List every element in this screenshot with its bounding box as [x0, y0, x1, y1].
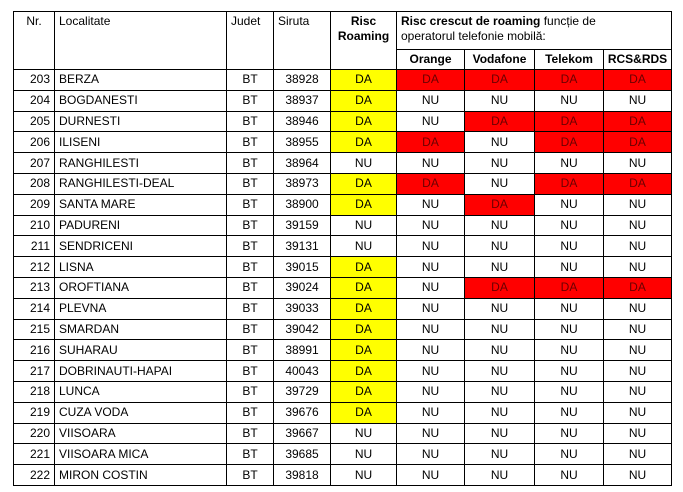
cell-siruta: 38964	[274, 153, 331, 174]
cell-localitate: PLEVNA	[55, 298, 227, 319]
cell-operator-rcs-rds: NU	[604, 298, 672, 319]
cell-localitate: PADURENI	[55, 215, 227, 236]
table-row	[14, 277, 672, 298]
cell-localitate: VIISOARA	[55, 423, 227, 444]
cell-operator-telekom: NU	[535, 319, 604, 340]
cell-operator-rcs-rds: NU	[604, 465, 672, 486]
cell-nr: 204	[14, 90, 55, 111]
cell-operator-telekom: NU	[535, 215, 604, 236]
header-operator-vodafone: Vodafone	[465, 50, 535, 70]
cell-judet: BT	[227, 70, 274, 91]
cell-operator-rcs-rds: NU	[604, 90, 672, 111]
table-row	[14, 465, 672, 486]
cell-operator-telekom: NU	[535, 90, 604, 111]
cell-siruta: 38955	[274, 132, 331, 153]
header-operator-orange: Orange	[397, 50, 465, 70]
cell-operator-telekom: NU	[535, 340, 604, 361]
cell-operator-telekom: NU	[535, 423, 604, 444]
cell-risc-roaming: NU	[331, 153, 397, 174]
cell-operator-orange: DA	[397, 173, 465, 194]
cell-nr: 218	[14, 381, 55, 402]
cell-nr: 203	[14, 70, 55, 91]
cell-risc-roaming: DA	[331, 277, 397, 298]
cell-operator-telekom: NU	[535, 381, 604, 402]
cell-operator-telekom: NU	[535, 194, 604, 215]
cell-operator-telekom: NU	[535, 153, 604, 174]
table-row	[14, 298, 672, 319]
cell-localitate: RANGHILESTI	[55, 153, 227, 174]
cell-risc-roaming: DA	[331, 298, 397, 319]
cell-localitate: BOGDANESTI	[55, 90, 227, 111]
cell-operator-rcs-rds: DA	[604, 277, 672, 298]
cell-operator-telekom: DA	[535, 173, 604, 194]
cell-operator-vodafone: NU	[465, 90, 535, 111]
cell-risc-roaming: DA	[331, 132, 397, 153]
cell-siruta: 39685	[274, 444, 331, 465]
cell-nr: 206	[14, 132, 55, 153]
cell-operator-vodafone: NU	[465, 319, 535, 340]
header-risc-roaming	[331, 12, 397, 70]
cell-risc-roaming: NU	[331, 465, 397, 486]
cell-localitate: ILISENI	[55, 132, 227, 153]
cell-siruta: 38973	[274, 173, 331, 194]
table-row	[14, 402, 672, 423]
cell-operator-orange: NU	[397, 465, 465, 486]
cell-judet: BT	[227, 423, 274, 444]
table-body	[14, 70, 672, 486]
cell-operator-vodafone: DA	[465, 194, 535, 215]
cell-risc-roaming: DA	[331, 257, 397, 278]
cell-operator-orange: NU	[397, 361, 465, 382]
cell-operator-orange: NU	[397, 444, 465, 465]
cell-nr: 216	[14, 340, 55, 361]
cell-nr: 222	[14, 465, 55, 486]
cell-operator-vodafone: NU	[465, 381, 535, 402]
cell-localitate: SENDRICENI	[55, 236, 227, 257]
cell-localitate: SUHARAU	[55, 340, 227, 361]
cell-risc-roaming: DA	[331, 319, 397, 340]
cell-risc-roaming: DA	[331, 381, 397, 402]
header-row	[14, 12, 672, 50]
cell-judet: BT	[227, 236, 274, 257]
cell-operator-rcs-rds: NU	[604, 236, 672, 257]
cell-operator-vodafone: NU	[465, 215, 535, 236]
cell-operator-rcs-rds: NU	[604, 361, 672, 382]
cell-siruta: 39042	[274, 319, 331, 340]
cell-risc-roaming: DA	[331, 70, 397, 91]
table-row	[14, 111, 672, 132]
cell-operator-telekom: DA	[535, 70, 604, 91]
header-judet: Judet	[227, 12, 274, 70]
table-row	[14, 70, 672, 91]
cell-judet: BT	[227, 257, 274, 278]
cell-operator-rcs-rds: NU	[604, 340, 672, 361]
cell-operator-rcs-rds: NU	[604, 153, 672, 174]
cell-operator-rcs-rds: NU	[604, 444, 672, 465]
cell-operator-vodafone: NU	[465, 153, 535, 174]
table-row	[14, 444, 672, 465]
header-siruta: Siruta	[274, 12, 331, 70]
cell-operator-rcs-rds: NU	[604, 402, 672, 423]
cell-nr: 217	[14, 361, 55, 382]
cell-operator-orange: NU	[397, 215, 465, 236]
cell-operator-vodafone: NU	[465, 173, 535, 194]
cell-siruta: 39033	[274, 298, 331, 319]
cell-siruta: 39024	[274, 277, 331, 298]
cell-nr: 208	[14, 173, 55, 194]
cell-siruta: 38991	[274, 340, 331, 361]
cell-nr: 212	[14, 257, 55, 278]
cell-operator-orange: NU	[397, 90, 465, 111]
header-nr: Nr.	[14, 12, 55, 70]
cell-operator-telekom: DA	[535, 132, 604, 153]
cell-operator-orange: NU	[397, 277, 465, 298]
cell-operator-orange: NU	[397, 298, 465, 319]
table-row	[14, 319, 672, 340]
cell-operator-telekom: NU	[535, 236, 604, 257]
cell-risc-roaming: DA	[331, 194, 397, 215]
cell-operator-vodafone: NU	[465, 465, 535, 486]
cell-operator-telekom: DA	[535, 111, 604, 132]
cell-judet: BT	[227, 111, 274, 132]
header-risc-roaming-line2: Roaming	[337, 29, 390, 43]
cell-judet: BT	[227, 90, 274, 111]
cell-nr: 211	[14, 236, 55, 257]
cell-risc-roaming: NU	[331, 215, 397, 236]
cell-risc-roaming: NU	[331, 423, 397, 444]
cell-localitate: DOBRINAUTI-HAPAI	[55, 361, 227, 382]
cell-judet: BT	[227, 361, 274, 382]
cell-risc-roaming: NU	[331, 236, 397, 257]
cell-nr: 209	[14, 194, 55, 215]
cell-operator-orange: NU	[397, 236, 465, 257]
cell-operator-orange: NU	[397, 153, 465, 174]
cell-judet: BT	[227, 277, 274, 298]
table-row	[14, 215, 672, 236]
cell-operator-vodafone: DA	[465, 111, 535, 132]
cell-operator-vodafone: NU	[465, 298, 535, 319]
cell-localitate: CUZA VODA	[55, 402, 227, 423]
cell-operator-orange: NU	[397, 423, 465, 444]
table-row	[14, 194, 672, 215]
cell-operator-rcs-rds: NU	[604, 423, 672, 444]
cell-operator-vodafone: NU	[465, 402, 535, 423]
cell-nr: 207	[14, 153, 55, 174]
cell-operator-rcs-rds: DA	[604, 111, 672, 132]
cell-localitate: OROFTIANA	[55, 277, 227, 298]
table-row	[14, 173, 672, 194]
cell-risc-roaming: DA	[331, 90, 397, 111]
cell-localitate: SMARDAN	[55, 319, 227, 340]
table-row	[14, 361, 672, 382]
cell-siruta: 38928	[274, 70, 331, 91]
cell-operator-orange: NU	[397, 402, 465, 423]
cell-operator-telekom: NU	[535, 402, 604, 423]
cell-operator-vodafone: DA	[465, 277, 535, 298]
cell-operator-rcs-rds: DA	[604, 132, 672, 153]
cell-judet: BT	[227, 215, 274, 236]
header-operator-rcs-rds: RCS&RDS	[604, 50, 672, 70]
cell-operator-orange: NU	[397, 319, 465, 340]
cell-operator-telekom: NU	[535, 465, 604, 486]
cell-localitate: LISNA	[55, 257, 227, 278]
roaming-risk-table	[13, 11, 672, 486]
cell-localitate: VIISOARA MICA	[55, 444, 227, 465]
header-localitate: Localitate	[55, 12, 227, 70]
cell-operator-orange: NU	[397, 194, 465, 215]
cell-siruta: 39015	[274, 257, 331, 278]
cell-nr: 205	[14, 111, 55, 132]
cell-operator-orange: NU	[397, 381, 465, 402]
table-row	[14, 153, 672, 174]
cell-judet: BT	[227, 340, 274, 361]
table-row	[14, 340, 672, 361]
cell-operator-vodafone: DA	[465, 70, 535, 91]
cell-nr: 213	[14, 277, 55, 298]
cell-operator-telekom: NU	[535, 361, 604, 382]
cell-localitate: RANGHILESTI-DEAL	[55, 173, 227, 194]
cell-operator-rcs-rds: NU	[604, 215, 672, 236]
cell-nr: 215	[14, 319, 55, 340]
table-row	[14, 423, 672, 444]
cell-judet: BT	[227, 402, 274, 423]
header-risc-crescut-rest1: funcție de	[540, 14, 596, 28]
cell-operator-vodafone: NU	[465, 361, 535, 382]
cell-operator-vodafone: NU	[465, 423, 535, 444]
cell-siruta: 38946	[274, 111, 331, 132]
cell-judet: BT	[227, 444, 274, 465]
cell-operator-telekom: NU	[535, 444, 604, 465]
cell-operator-orange: NU	[397, 257, 465, 278]
cell-operator-vodafone: NU	[465, 257, 535, 278]
cell-localitate: LUNCA	[55, 381, 227, 402]
cell-judet: BT	[227, 319, 274, 340]
cell-operator-vodafone: NU	[465, 236, 535, 257]
cell-operator-rcs-rds: NU	[604, 257, 672, 278]
cell-operator-telekom: NU	[535, 298, 604, 319]
header-risc-crescut	[397, 12, 672, 50]
cell-siruta: 39667	[274, 423, 331, 444]
cell-risc-roaming: DA	[331, 173, 397, 194]
cell-siruta: 39676	[274, 402, 331, 423]
table-row	[14, 132, 672, 153]
table-row	[14, 90, 672, 111]
cell-operator-rcs-rds: DA	[604, 173, 672, 194]
cell-siruta: 38937	[274, 90, 331, 111]
cell-operator-orange: NU	[397, 111, 465, 132]
cell-operator-vodafone: NU	[465, 132, 535, 153]
header-risc-crescut-bold: Risc crescut de roaming	[401, 14, 541, 28]
cell-risc-roaming: DA	[331, 111, 397, 132]
cell-risc-roaming: DA	[331, 361, 397, 382]
cell-localitate: SANTA MARE	[55, 194, 227, 215]
cell-siruta: 39159	[274, 215, 331, 236]
cell-localitate: MIRON COSTIN	[55, 465, 227, 486]
cell-operator-telekom: DA	[535, 277, 604, 298]
cell-operator-orange: DA	[397, 70, 465, 91]
header-risc-crescut-rest2: operatorul telefonie mobilă:	[401, 29, 546, 43]
table-row	[14, 381, 672, 402]
cell-risc-roaming: DA	[331, 340, 397, 361]
cell-nr: 214	[14, 298, 55, 319]
cell-operator-orange: NU	[397, 340, 465, 361]
cell-judet: BT	[227, 381, 274, 402]
cell-risc-roaming: NU	[331, 444, 397, 465]
cell-judet: BT	[227, 194, 274, 215]
cell-siruta: 39818	[274, 465, 331, 486]
cell-nr: 219	[14, 402, 55, 423]
cell-siruta: 39131	[274, 236, 331, 257]
cell-siruta: 39729	[274, 381, 331, 402]
cell-operator-rcs-rds: DA	[604, 70, 672, 91]
cell-operator-orange: DA	[397, 132, 465, 153]
cell-judet: BT	[227, 153, 274, 174]
cell-localitate: DURNESTI	[55, 111, 227, 132]
cell-operator-vodafone: NU	[465, 340, 535, 361]
cell-operator-rcs-rds: NU	[604, 194, 672, 215]
cell-operator-rcs-rds: NU	[604, 319, 672, 340]
cell-nr: 220	[14, 423, 55, 444]
cell-operator-vodafone: NU	[465, 444, 535, 465]
cell-localitate: BERZA	[55, 70, 227, 91]
table-row	[14, 257, 672, 278]
cell-siruta: 38900	[274, 194, 331, 215]
header-risc-roaming-line1: Risc	[350, 14, 377, 28]
cell-judet: BT	[227, 132, 274, 153]
cell-nr: 221	[14, 444, 55, 465]
cell-operator-rcs-rds: NU	[604, 381, 672, 402]
cell-judet: BT	[227, 465, 274, 486]
cell-nr: 210	[14, 215, 55, 236]
cell-siruta: 40043	[274, 361, 331, 382]
cell-judet: BT	[227, 173, 274, 194]
cell-operator-telekom: NU	[535, 257, 604, 278]
cell-judet: BT	[227, 298, 274, 319]
table-row	[14, 236, 672, 257]
cell-risc-roaming: DA	[331, 402, 397, 423]
header-operator-telekom: Telekom	[535, 50, 604, 70]
